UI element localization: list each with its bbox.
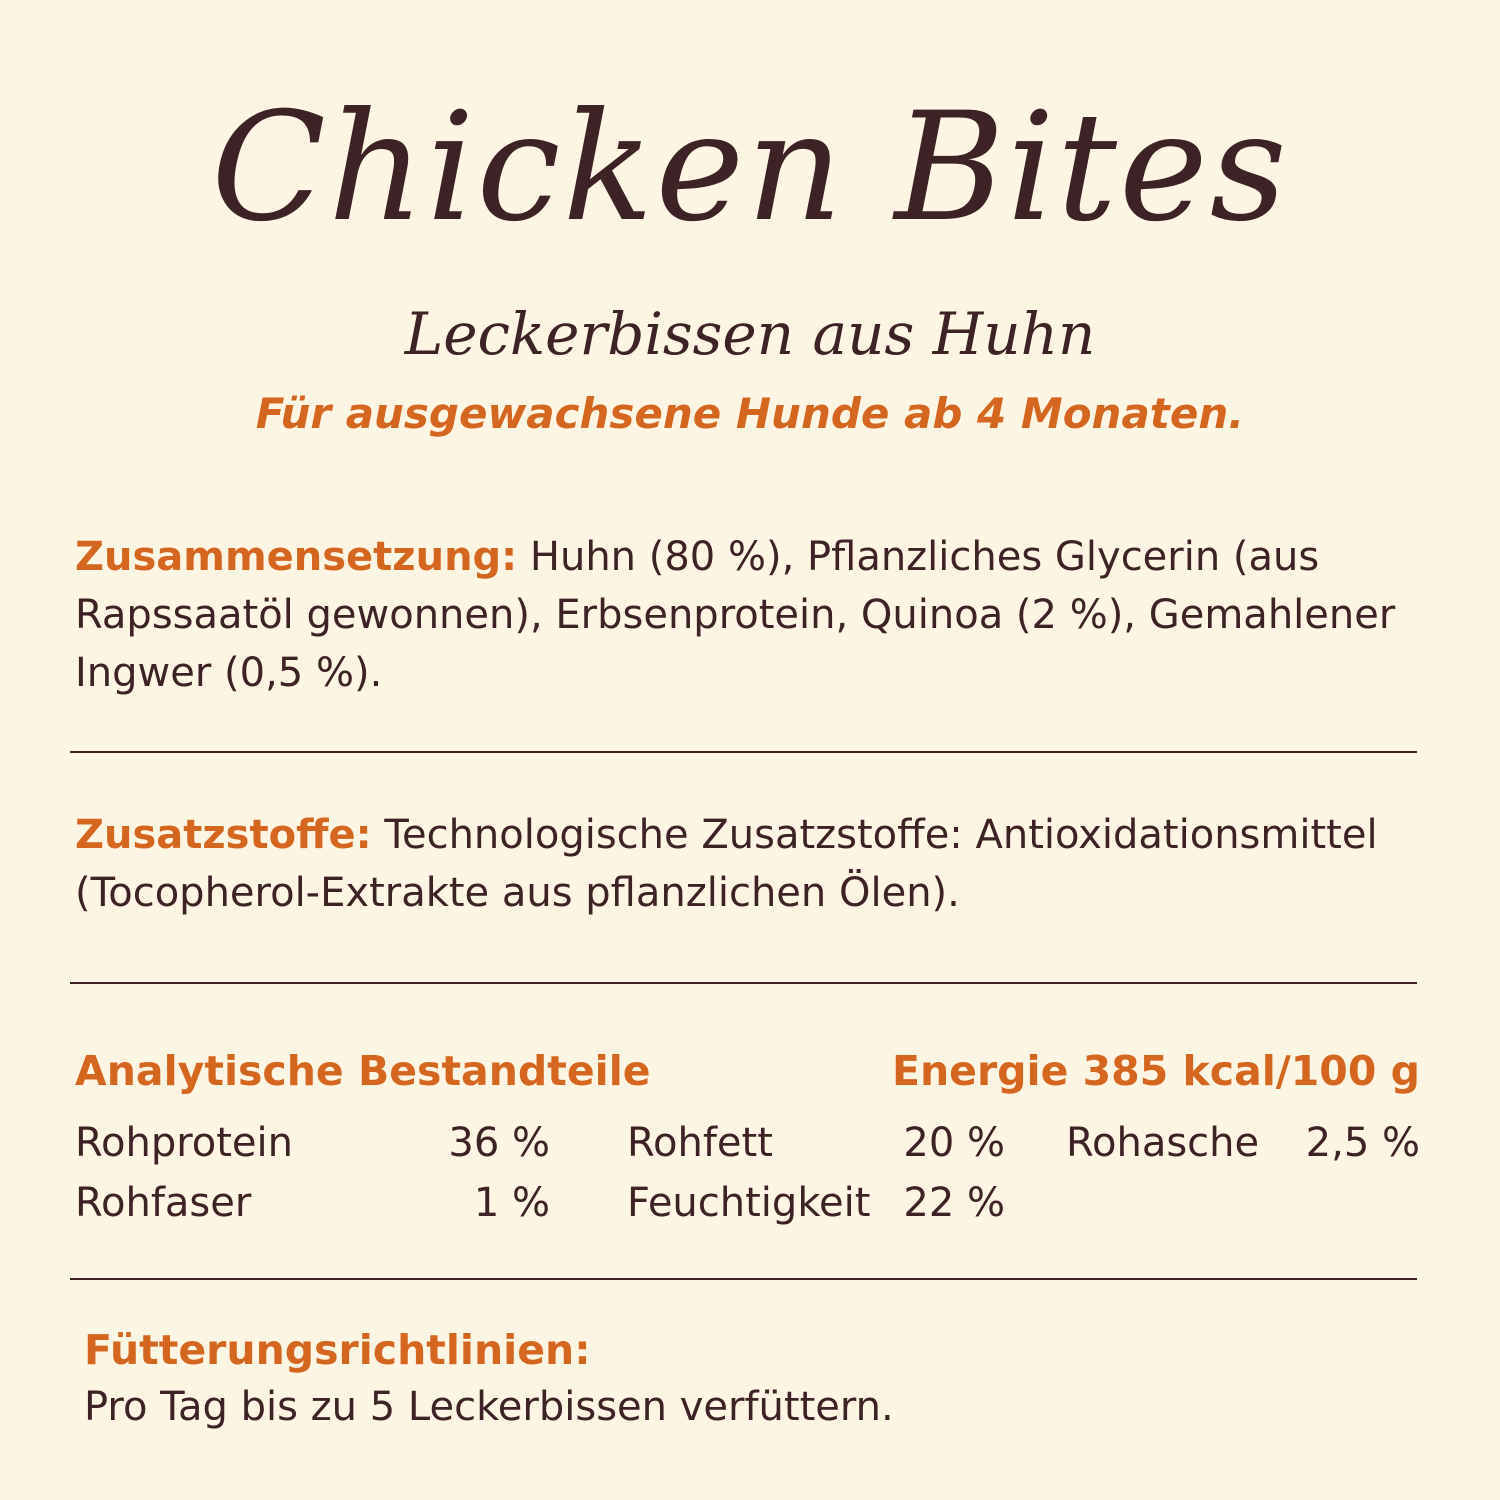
nutrient-name-rohfett: Rohfett: [627, 1120, 773, 1166]
composition-text: Huhn (80 %), Pflanzliches Glycerin (aus Rapssaatöl gewonnen), Erbsenprotein, Quinoa (2 %), Gemahlener Ingwer (0,5 %).: [75, 534, 1396, 696]
additives-section: [75, 806, 1420, 922]
nutrient-value-rohprotein: 36 %: [448, 1120, 550, 1166]
additives-label: Zusatzstoffe:: [75, 812, 372, 858]
nutrient-name-rohprotein: Rohprotein: [75, 1120, 294, 1166]
divider-1: [70, 751, 1417, 753]
additives-text: Technologische Zusatzstoffe: Antioxidationsmittel (Tocopherol-Extrakte aus pflanzlichen Ölen).: [75, 812, 1378, 916]
composition-label: Zusammensetzung:: [75, 534, 518, 580]
nutrient-name-rohfaser: Rohfaser: [75, 1180, 252, 1226]
audience-note: Für ausgewachsene Hunde ab 4 Monaten.: [255, 389, 1245, 438]
product-title: Chicken Bites: [211, 81, 1289, 255]
divider-2: [70, 982, 1417, 984]
nutrient-name-feuchtigkeit: Feuchtigkeit: [627, 1180, 871, 1226]
energy-value: Energie 385 kcal/100 g: [891, 1047, 1420, 1095]
nutrient-value-rohasche: 2,5 %: [1305, 1120, 1420, 1166]
nutrient-value-rohfett: 20 %: [903, 1120, 1005, 1166]
nutrient-value-feuchtigkeit: 22 %: [903, 1180, 1005, 1226]
divider-3: [70, 1278, 1417, 1280]
feeding-heading: Fütterungsrichtlinien:: [84, 1326, 591, 1374]
composition-section: [75, 528, 1420, 702]
nutrient-value-rohfaser: 1 %: [473, 1180, 550, 1226]
analytics-heading: Analytische Bestandteile: [75, 1047, 651, 1095]
nutrient-name-rohasche: Rohasche: [1066, 1120, 1260, 1166]
product-subtitle: Leckerbissen aus Huhn: [404, 300, 1096, 368]
feeding-text: Pro Tag bis zu 5 Leckerbissen verfüttern.: [84, 1384, 894, 1430]
